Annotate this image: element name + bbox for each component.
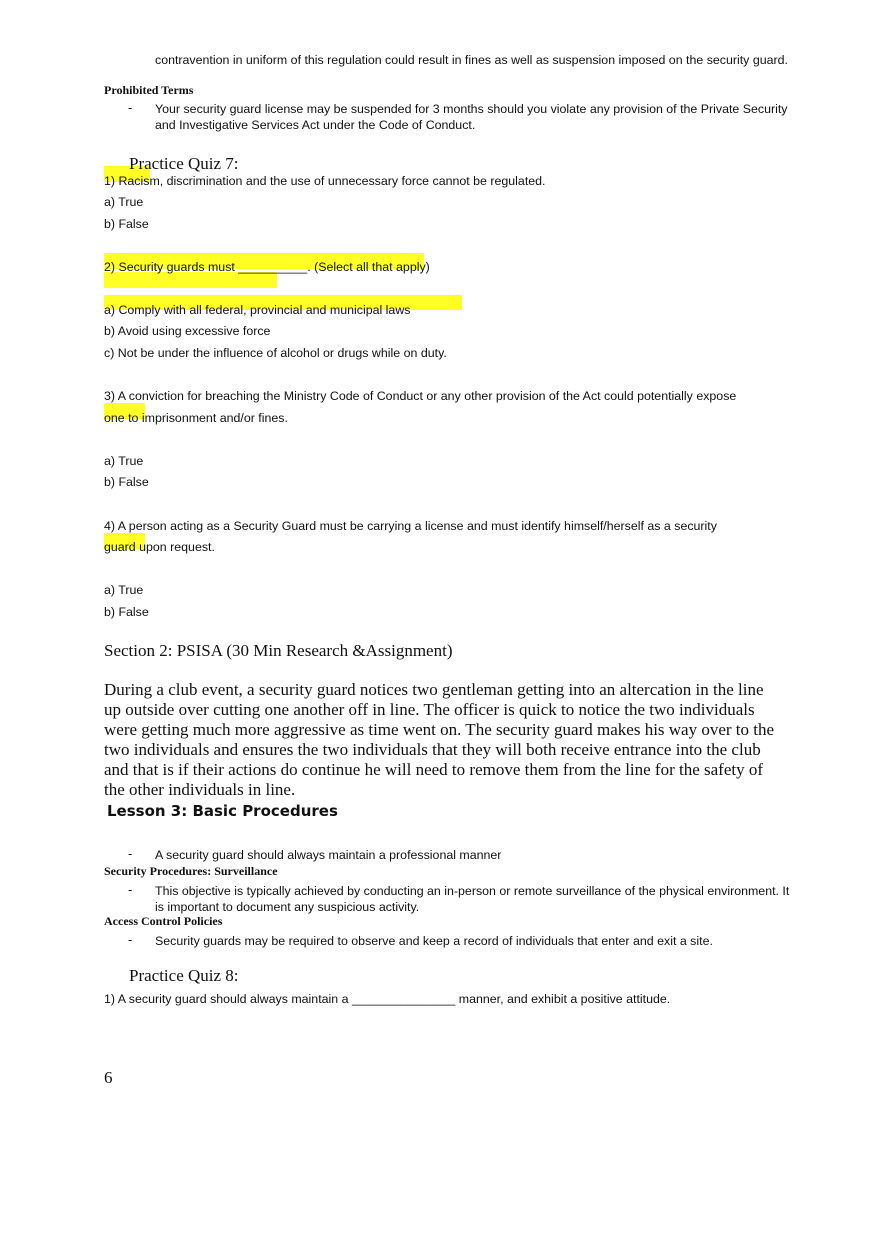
bullet-dash: - [128, 100, 133, 115]
page-number: 6 [104, 1068, 113, 1087]
quiz7-q2-option-c: c) Not be under the influence of alcohol or drugs while on duty. [104, 346, 447, 360]
quiz7-q3-option-a: a) True [104, 454, 144, 468]
quiz7-q2: 2) Security guards must __________. (Select all that apply) [104, 260, 430, 274]
bullet-dash: - [128, 932, 133, 947]
bullet-dash: - [128, 846, 133, 861]
quiz7-q3-option-b: b) False [104, 475, 149, 489]
quiz7-q1-option-b: b) False [104, 217, 149, 231]
quiz7-q1-option-a: a) True [104, 195, 144, 209]
lesson3-bullet2: This objective is typically achieved by conducting an in-person or remote surveillance of the physical environment. It is important to document any suspicious activity. [155, 884, 790, 914]
lesson3-title: Lesson 3: Basic Procedures [107, 802, 338, 820]
surveillance-heading: Security Procedures: Surveillance [104, 864, 278, 878]
prohibited-bullet: Your security guard license may be suspended for 3 months should you violate any provision of the Private Security and Investigative Services Act under the Code of Conduct. [155, 102, 788, 132]
quiz7-q1: 1) Racism, discrimination and the use of unnecessary force cannot be regulated. [104, 174, 546, 188]
quiz7-q2-option-b: b) Avoid using excessive force [104, 324, 271, 338]
section2-title: Section 2: PSISA (30 Min Research &Assignment) [104, 641, 453, 660]
quiz7-q2-option-a: a) Comply with all federal, provincial and municipal laws [104, 303, 411, 317]
quiz7-q4-option-a: a) True [104, 583, 144, 597]
quiz8-q1: 1) A security guard should always maintain a _______________ manner, and exhibit a positive attitude. [104, 992, 671, 1006]
bullet-dash: - [128, 882, 133, 897]
quiz7-q4-line2: guard upon request. [104, 540, 215, 554]
continuation-text: contravention in uniform of this regulation could result in fines as well as suspension imposed on the security guard. [155, 53, 788, 67]
quiz8-title: Practice Quiz 8: [129, 966, 239, 985]
section2-scenario: During a club event, a security guard notices two gentleman getting into an altercation in the line up outside over cutting one another off in line. The officer is quick to notice the two individuals were getting much more aggressive as time went on. The security guard makes his way over to the two individuals and ensures the two individuals that they will both receive entrance into the club and that is if their actions do continue he will need to remove them from the line for the safety of the other individuals in line. [104, 680, 775, 799]
prohibited-terms-heading: Prohibited Terms [104, 83, 194, 97]
lesson3-bullet3: Security guards may be required to observe and keep a record of individuals that enter and exit a site. [155, 934, 713, 948]
lesson3-bullet1: A security guard should always maintain a professional manner [155, 848, 502, 862]
quiz7-q3-line1: 3) A conviction for breaching the Ministry Code of Conduct or any other provision of the Act could potentially expose [104, 389, 737, 403]
quiz7-q4-line1: 4) A person acting as a Security Guard must be carrying a license and must identify himself/herself as a security [104, 519, 717, 533]
quiz7-q3-line2: one to imprisonment and/or fines. [104, 411, 288, 425]
quiz7-q4-option-b: b) False [104, 605, 149, 619]
access-control-heading: Access Control Policies [104, 914, 223, 928]
quiz7-title: Practice Quiz 7: [129, 154, 239, 173]
